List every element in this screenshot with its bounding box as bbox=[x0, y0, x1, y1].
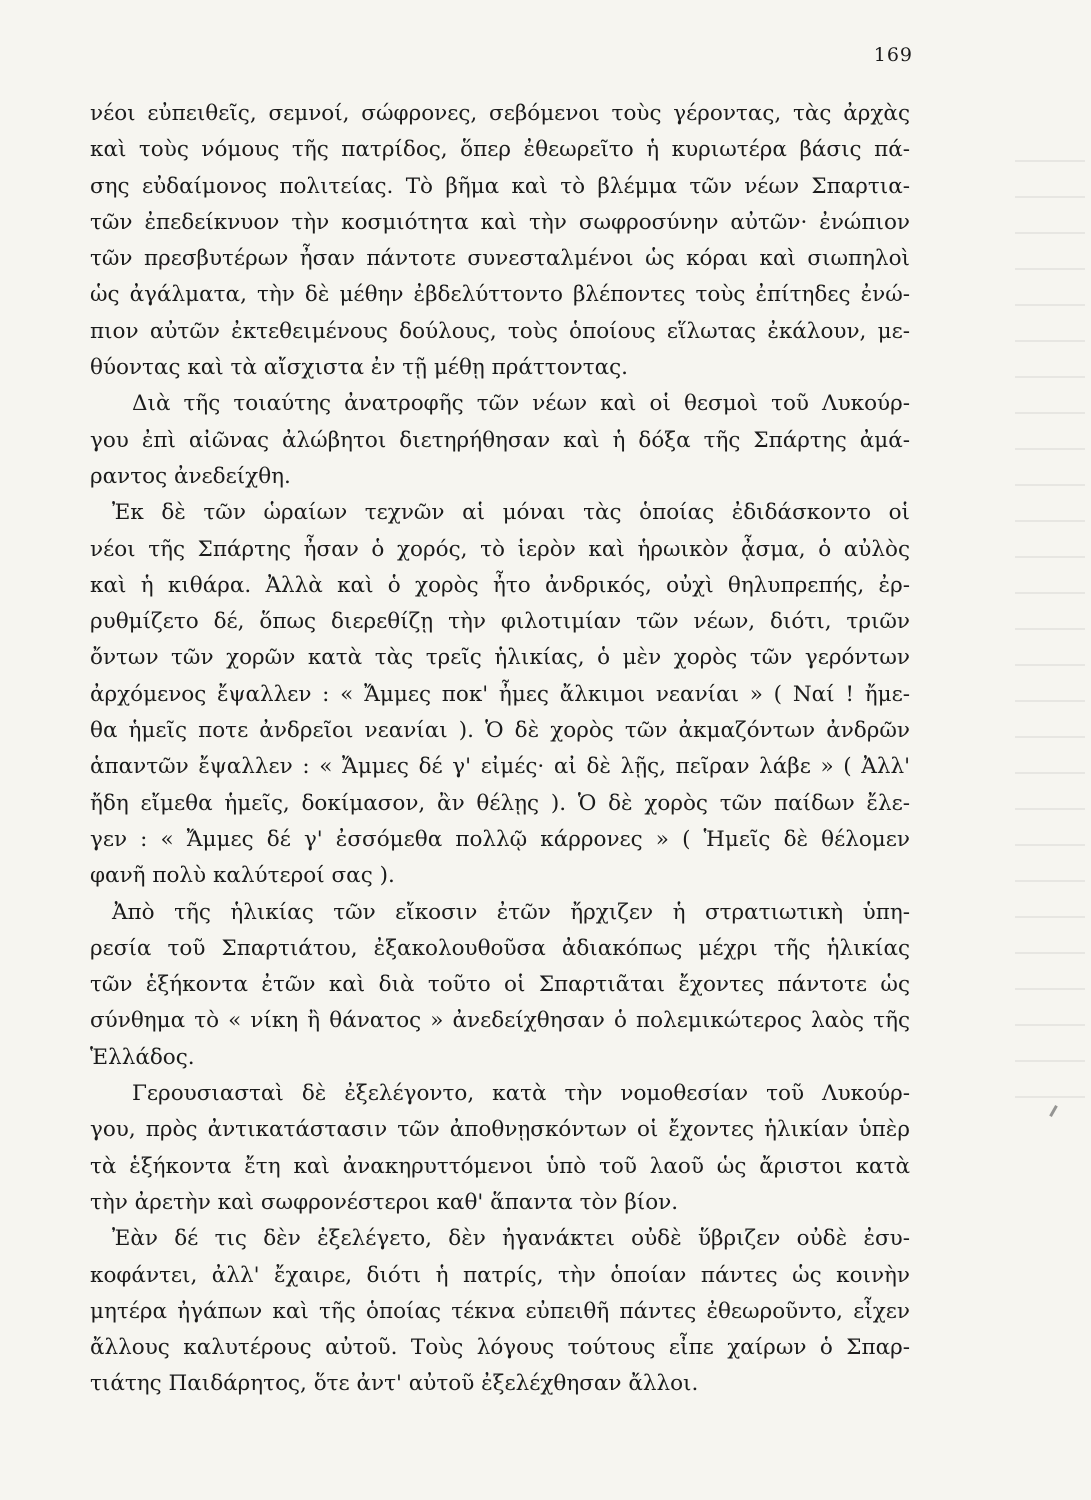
text-line: τῶν πρεσβυτέρων ἦσαν πάντοτε συνεσταλμένοι ὡς κόραι καὶ σιωπηλοὶ bbox=[90, 246, 910, 272]
text-line: θα ἡμεῖς ποτε ἀνδρεῖοι νεανίαι ). Ὁ δὲ χορὸς τῶν ἀκμαζόντων ἀνδρῶν bbox=[90, 718, 910, 744]
body-text bbox=[90, 96, 910, 1403]
text-line: φανῆ πολὺ καλύτεροί σας ). bbox=[90, 863, 395, 889]
text-line: καὶ τοὺς νόμους τῆς πατρίδος, ὅπερ ἐθεωρεῖτο ἡ κυριωτέρα βάσις πά- bbox=[90, 137, 910, 163]
text-line: γεν : « Ἄμμες δέ γ' ἐσσόμεθα πολλῷ κάρρονες » ( Ἡμεῖς δὲ θέλομεν bbox=[90, 826, 910, 852]
paragraph-start-line: Ἐκ δὲ τῶν ὡραίων τεχνῶν αἱ μόναι τὰς ὁποίας ἐδιδάσκοντο οἱ bbox=[112, 500, 910, 526]
paragraph-start-line: Ἐὰν δέ τις δὲν ἐξελέγετο, δὲν ἠγανάκτει οὐδὲ ὕβριζεν οὐδὲ ἐσυ- bbox=[112, 1226, 910, 1252]
text-line: ραντος ἀνεδείχθη. bbox=[90, 463, 291, 489]
text-line: θύοντας καὶ τὰ αἴσχιστα ἐν τῇ μέθῃ πράττοντας. bbox=[90, 355, 628, 381]
page-number: 169 bbox=[873, 44, 913, 66]
text-line: σύνθημα τὸ « νίκη ἢ θάνατος » ἀνεδείχθησαν ὁ πολεμικώτερος λαὸς τῆς bbox=[90, 1008, 910, 1034]
text-line: μητέρα ἠγάπων καὶ τῆς ὁποίας τέκνα εὐπειθῆ πάντες ἐθεωροῦντο, εἶχεν bbox=[90, 1298, 910, 1324]
text-line: ρυθμίζετο δέ, ὅπως διερεθίζῃ τὴν φιλοτιμίαν τῶν νέων, διότι, τριῶν bbox=[90, 609, 910, 635]
text-line: τιάτης Παιδάρητος, ὅτε ἀντ' αὐτοῦ ἐξελέχθησαν ἄλλοι. bbox=[90, 1371, 699, 1397]
text-line: ἁπαντῶν ἔψαλλεν : « Ἄμμες δέ γ' εἰμές· αἰ δὲ λῇς, πεῖραν λάβε » ( Ἀλλ' bbox=[90, 754, 910, 780]
text-line: ὡς ἀγάλματα, τὴν δὲ μέθην ἐβδελύττοντο βλέποντες τοὺς ἐπίτηδες ἐνώ- bbox=[90, 282, 910, 308]
text-line: νέοι τῆς Σπάρτης ἦσαν ὁ χορός, τὸ ἱερὸν καὶ ἡρωικὸν ᾆσμα, ὁ αὐλὸς bbox=[90, 536, 910, 562]
paragraph-start-line: Γερουσιασταὶ δὲ ἐξελέγοντο, κατὰ τὴν νομοθεσίαν τοῦ Λυκούρ- bbox=[132, 1081, 910, 1107]
text-line: κοφάντει, ἀλλ' ἔχαιρε, διότι ἡ πατρίς, τὴν ὁποίαν πάντες ὡς κοινὴν bbox=[90, 1262, 910, 1288]
text-line: νέοι εὐπειθεῖς, σεμνοί, σώφρονες, σεβόμενοι τοὺς γέροντας, τὰς ἀρχὰς bbox=[90, 101, 910, 126]
text-line: γου, πρὸς ἀντικατάστασιν τῶν ἀποθνῃσκόντων οἱ ἔχοντες ἡλικίαν ὑπὲρ bbox=[90, 1117, 910, 1143]
paragraph-start-line: Ἀπὸ τῆς ἡλικίας τῶν εἴκοσιν ἐτῶν ἤρχιζεν ἡ στρατιωτικὴ ὑπη- bbox=[112, 899, 910, 925]
text-line: ἀρχόμενος ἔψαλλεν : « Ἄμμες ποκ' ἦμες ἄλκιμοι νεανίαι » ( Ναί ! ἤμε- bbox=[90, 681, 910, 707]
text-line: ρεσία τοῦ Σπαρτιάτου, ἐξακολουθοῦσα ἀδιακόπως μέχρι τῆς ἡλικίας bbox=[90, 935, 910, 961]
text-line: ἤδη εἴμεθα ἡμεῖς, δοκίμασον, ἂν θέλῃς ). Ὁ δὲ χορὸς τῶν παίδων ἔλε- bbox=[90, 790, 910, 816]
paragraph-start-line: Διὰ τῆς τοιαύτης ἀνατροφῆς τῶν νέων καὶ οἱ θεσμοὶ τοῦ Λυκούρ- bbox=[132, 391, 910, 417]
text-line: τῶν ἑξήκοντα ἐτῶν καὶ διὰ τοῦτο οἱ Σπαρτιᾶται ἔχοντες πάντοτε ὡς bbox=[90, 972, 910, 998]
text-line: πιον αὐτῶν ἐκτεθειμένους δούλους, τοὺς ὁποίους εἵλωτας ἐκάλουν, με- bbox=[90, 318, 910, 344]
text-line: τὰ ἑξήκοντα ἔτη καὶ ἀνακηρυττόμενοι ὑπὸ τοῦ λαοῦ ὡς ἄριστοι κατὰ bbox=[90, 1153, 910, 1179]
text-line: καὶ ἡ κιθάρα. Ἀλλὰ καὶ ὁ χορὸς ἦτο ἀνδρικός, οὐχὶ θηλυπρεπής, ἐρ- bbox=[90, 572, 910, 598]
text-line: τῶν ἐπεδείκνυον τὴν κοσμιότητα καὶ τὴν σωφροσύνην αὐτῶν· ἐνώπιον bbox=[90, 209, 910, 235]
text-line: Ἑλλάδος. bbox=[90, 1044, 195, 1070]
text-line: ἄλλους καλυτέρους αὐτοῦ. Τοὺς λόγους τούτους εἶπε χαίρων ὁ Σπαρ- bbox=[90, 1335, 910, 1361]
text-line: γου ἐπὶ αἰῶνας ἀλώβητοι διετηρήθησαν καὶ ἡ δόξα τῆς Σπάρτης ἀμά- bbox=[90, 427, 910, 453]
bleed-through-shadow bbox=[1015, 140, 1085, 1120]
text-line: σης εὐδαίμονος πολιτείας. Τὸ βῆμα καὶ τὸ βλέμμα τῶν νέων Σπαρτια- bbox=[90, 173, 910, 199]
text-line: τὴν ἀρετὴν καὶ σωφρονέστεροι καθ' ἅπαντα τὸν βίον. bbox=[90, 1189, 679, 1215]
text-line: ὄντων τῶν χορῶν κατὰ τὰς τρεῖς ἡλικίας, ὁ μὲν χορὸς τῶν γερόντων bbox=[90, 645, 910, 671]
